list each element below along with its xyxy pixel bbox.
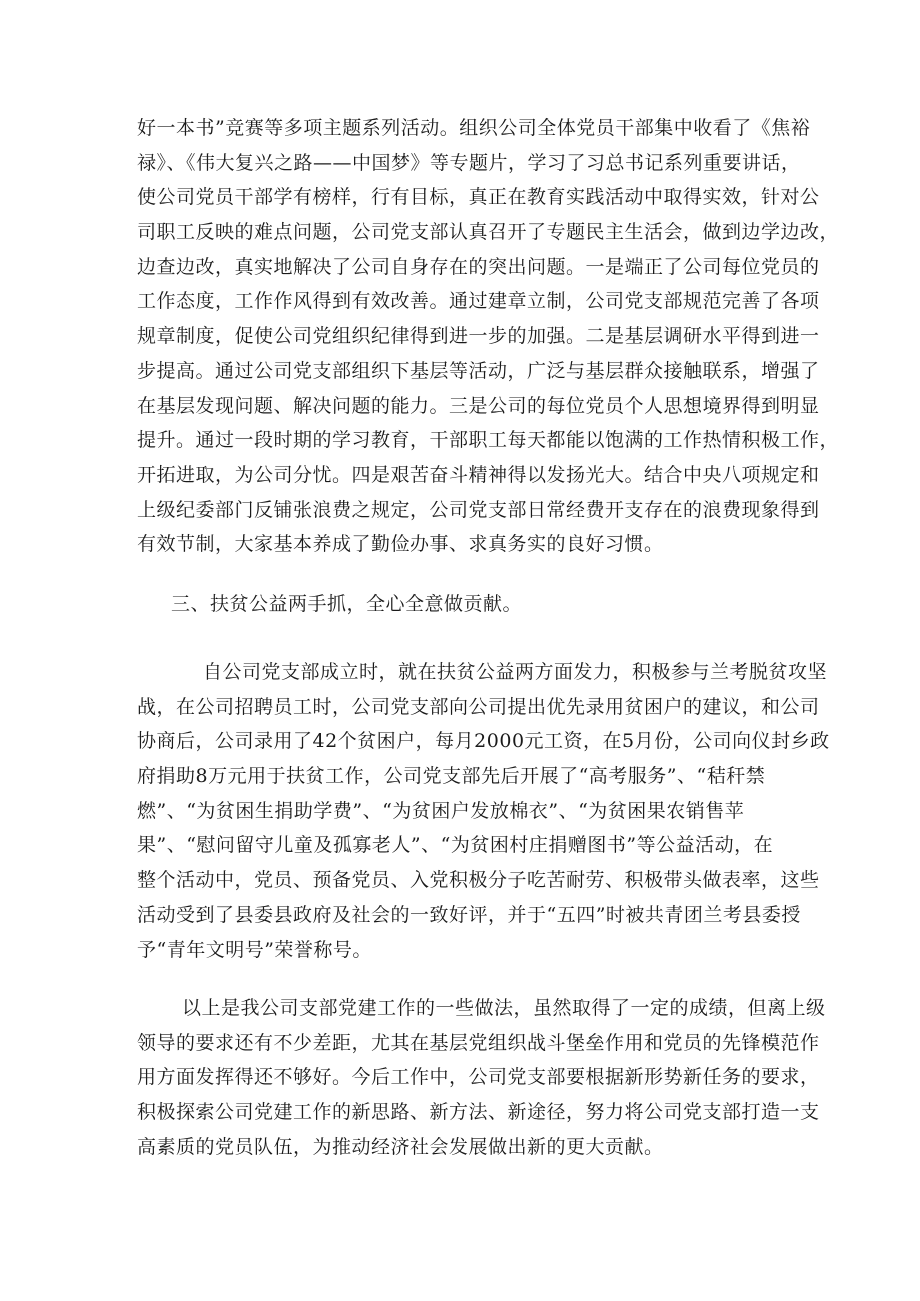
text-line: 有效节制，大家基本养成了勤俭办事、求真务实的良好习惯。	[137, 533, 664, 556]
text-line: 高素质的党员队伍，为推动经济社会发展做出新的更大贡献。	[137, 1135, 664, 1158]
text-line: 燃”、“为贫困生捐助学费”、“为贫困户发放棉衣”、“为贫困果农销售苹	[137, 799, 745, 822]
text-line: 用方面发挥得还不够好。今后工作中，公司党支部要根据新形势新任务的要求，	[137, 1066, 820, 1089]
text-line: 司职工反映的难点问题，公司党支部认真召开了专题民主生活会，做到边学边改，	[137, 221, 840, 244]
text-line: 积极探索公司党建工作的新思路、新方法、新途径，努力将公司党支部打造一支	[137, 1101, 820, 1124]
paragraph-poverty-alleviation	[137, 655, 830, 967]
section-heading-3	[137, 587, 797, 622]
text-line: 开拓进取，为公司分忧。四是艰苦奋斗精神得以发扬光大。结合中央八项规定和	[137, 463, 820, 486]
text-line: 在基层发现问题、解决问题的能力。三是公司的每位党员个人思想境界得到明显	[137, 394, 820, 417]
text-line: 自公司党支部成立时，就在扶贫公益两方面发力，积极参与兰考脱贫攻坚	[203, 661, 828, 683]
text-line: 工作态度，工作作风得到有效改善。通过建章立制，公司党支部规范完善了各项	[137, 290, 820, 313]
text-line: 战，在公司招聘员工时，公司党支部向公司提出优先录用贫困户的建议，和公司	[137, 695, 820, 718]
text-line: 步提高。通过公司党支部组织下基层等活动，广泛与基层群众接触联系，增强了	[137, 359, 820, 382]
text-line: 规章制度，促使公司党组织纪律得到进一步的加强。二是基层调研水平得到进一	[137, 325, 820, 348]
text-line: 府捐助8万元用于扶贫工作，公司党支部先后开展了“高考服务”、“秸秆禁	[137, 765, 766, 788]
text-line: 以上是我公司支部党建工作的一些做法，虽然取得了一定的成绩，但离上级	[182, 997, 826, 1019]
text-line: 禄》、《伟大复兴之路——中国梦》等专题片，学习了习总书记系列重要讲话，	[137, 151, 801, 174]
text-line: 好一本书”竞赛等多项主题系列活动。组织公司全体党员干部集中收看了《焦裕	[137, 117, 811, 139]
text-line: 使公司党员干部学有榜样，行有目标，真正在教育实践活动中取得实效，针对公	[137, 186, 820, 209]
text-line: 提升。通过一段时期的学习教育，干部职工每天都能以饱满的工作热情积极工作，	[137, 429, 840, 452]
text-line: 予“青年文明号”荣誉称号。	[137, 938, 372, 961]
heading-text: 三、扶贫公益两手抓，全心全意做贡献。	[171, 593, 523, 615]
text-line: 上级纪委部门反铺张浪费之规定，公司党支部日常经费开支存在的浪费现象得到	[137, 498, 820, 521]
text-line: 协商后，公司录用了42个贫困户，每月2000元工资，在5月份，公司向仪封乡政	[137, 730, 830, 753]
text-line: 领导的要求还有不少差距，尤其在基层党组织战斗堡垒作用和党员的先锋模范作	[137, 1031, 820, 1054]
text-line: 整个活动中，党员、预备党员、入党积极分子吃苦耐劳、积极带头做表率，这些	[137, 869, 820, 892]
text-line: 果”、“慰问留守儿童及孤寡老人”、“为贫困村庄捐赠图书”等公益活动，在	[137, 834, 774, 857]
text-line: 边查边改，真实地解决了公司自身存在的突出问题。一是端正了公司每位党员的	[137, 255, 820, 278]
paragraph-conclusion	[137, 991, 826, 1164]
text-line: 活动受到了县委县政府及社会的一致好评，并于“五四”时被共青团兰考县委授	[137, 903, 801, 926]
paragraph-party-activities	[137, 111, 840, 562]
